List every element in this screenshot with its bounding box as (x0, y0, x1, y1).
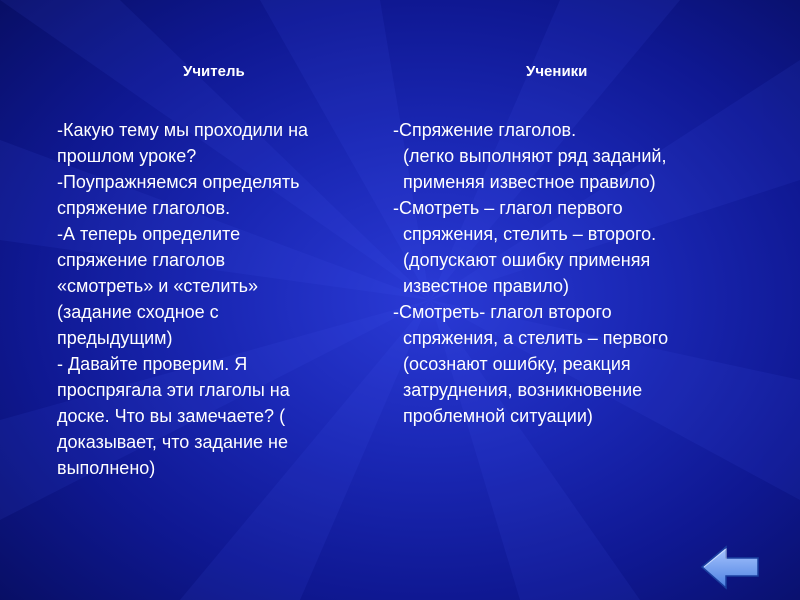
teacher-line: спряжение глаголов (57, 250, 226, 270)
teacher-line: -А теперь определите (57, 224, 241, 244)
teacher-column (57, 117, 308, 481)
teacher-line: предыдущим) (57, 328, 173, 348)
students-line: известное правило) (393, 276, 569, 296)
teacher-line: выполнено) (57, 458, 156, 478)
teacher-line: доказывает, что задание не (57, 432, 288, 452)
students-header: Ученики (526, 63, 588, 80)
students-line: -Смотреть – глагол первого (393, 198, 623, 218)
students-line: спряжения, а стелить – первого (393, 328, 669, 348)
students-line: затруднения, возникновение (393, 380, 643, 400)
teacher-line: проспрягала эти глаголы на (57, 380, 290, 400)
students-line: (допускают ошибку применяя (393, 250, 651, 270)
teacher-header: Учитель (183, 63, 245, 80)
teacher-line: прошлом уроке? (57, 146, 197, 166)
students-line: применяя известное правило) (393, 172, 656, 192)
teacher-line: -Какую тему мы проходили на (57, 120, 309, 140)
teacher-line: «смотреть» и «стелить» (57, 276, 259, 296)
students-line: -Спряжение глаголов. (393, 120, 577, 140)
back-arrow-icon (700, 545, 760, 590)
students-line: спряжения, стелить – второго. (393, 224, 657, 244)
teacher-line: доске. Что вы замечаете? ( (57, 406, 286, 426)
students-line: (осознают ошибку, реакция (393, 354, 631, 374)
teacher-line: - Давайте проверим. Я (57, 354, 248, 374)
students-column (393, 117, 668, 429)
students-line: -Смотреть- глагол второго (393, 302, 612, 322)
back-button[interactable] (700, 545, 760, 590)
students-line: проблемной ситуации) (393, 406, 593, 426)
teacher-line: -Поупражняемся определять (57, 172, 300, 192)
students-line: (легко выполняют ряд заданий, (393, 146, 667, 166)
teacher-line: спряжение глаголов. (57, 198, 231, 218)
teacher-line: (задание сходное с (57, 302, 219, 322)
